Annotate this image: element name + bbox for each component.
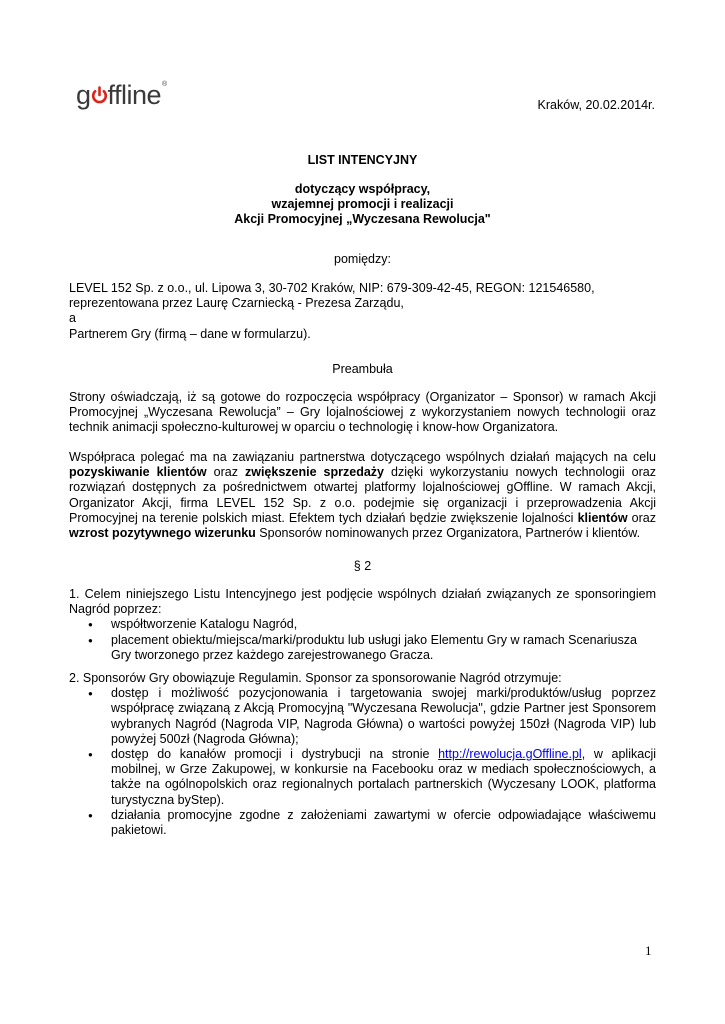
p2-bold-2: zwiększenie sprzedaży	[244, 465, 384, 480]
bullet-dot: ●	[88, 620, 93, 630]
parties-block	[69, 281, 656, 342]
point-2-bullet-2	[69, 747, 656, 808]
preamble-heading: Preambuła	[332, 362, 393, 376]
logo-suffix: ffline	[107, 80, 162, 110]
point-2-intro: 2. Sponsorów Gry obowiązuje Regulamin. Sponsor za sponsorowanie Nagród otrzymuje:	[69, 671, 562, 685]
logo-prefix: g	[76, 80, 91, 110]
p2-text-3: dzięki wykorzystaniu nowych technologii oraz rozwiązań dostępnych za pośrednictwem otwartej platformy lojalnościowej gOffline. W ramach Akcji, Organizator Akcji, firma LEVEL 152 Sp. z o.o. podejmie się organizacji i przeprowadzenia Akcji Promocyjnej na terenie polskich miast. Efektem tych działań będzie zwiększenie lojalności	[69, 465, 656, 525]
party-line-3: a	[69, 311, 76, 326]
bullet-dot: ●	[88, 810, 93, 820]
p2-text-5: Sponsorów nominowanych przez Organizatora, Partnerów i klientów.	[255, 526, 641, 541]
document-date: Kraków, 20.02.2014r.	[537, 98, 655, 112]
between-label: pomiędzy:	[334, 252, 391, 266]
registered-mark: ®	[162, 81, 168, 88]
power-icon	[91, 81, 108, 101]
logo-wordmark	[76, 80, 161, 110]
section-heading: § 2	[353, 559, 372, 573]
preamble-paragraph-2	[69, 450, 656, 541]
bullet-dot: ●	[88, 635, 93, 645]
point-1	[69, 587, 656, 663]
page-number: 1	[645, 943, 652, 958]
bullet-text: dostęp do kanałów promocji i dystrybucji na stronie	[111, 747, 439, 762]
point-2-bullet-3	[69, 808, 656, 838]
point-2	[69, 671, 656, 838]
party-line-1: LEVEL 152 Sp. z o.o., ul. Lipowa 3, 30-702 Kraków, NIP: 679-309-42-45, REGON: 121546580,	[69, 281, 595, 295]
party-line-4: Partnerem Gry (firmą – dane w formularzu).	[69, 326, 311, 341]
party-line-2: reprezentowana przez Laurę Czarniecką - Prezesa Zarządu,	[69, 296, 404, 311]
p2-text-1: Współpraca polegać ma na zawiązaniu partnerstwa dotyczącego wspólnych działań mających na celu	[69, 450, 656, 464]
subtitle-line-2: wzajemnej promocji i realizacji	[271, 197, 454, 211]
p2-bold-4: wzrost pozytywnego wizerunku	[69, 526, 256, 541]
point-2-bullet-1	[69, 686, 656, 747]
subtitle-line-1: dotyczący współpracy,	[294, 182, 431, 196]
bullet-text: działania promocyjne zgodne z założeniami zawartymi w ofercie odpowiadające właściwemu pakietowi.	[111, 807, 656, 838]
bullet-text: dostęp i możliwość pozycjonowania i targetowania swojej marki/produktów/usług poprzez współpracę związaną z Akcją Promocyjną "Wyczesana Rewolucja", gdzie Partner jest Sponsorem wybranych Nagród (Nagroda VIP, Nagroda Główna) o wartości powyżej 150zł (Nagroda VIP) lub powyżej 500zł (Nagroda Główna);	[111, 686, 656, 746]
document-title: LIST INTENCYJNY	[307, 153, 418, 167]
bullet-text: współtworzenie Katalogu Nagród,	[111, 617, 298, 632]
bullet-dot: ●	[88, 750, 93, 760]
point-1-intro: 1. Celem niniejszego Listu Intencyjnego jest podjęcie wspólnych działań związanych ze sponsoringiem Nagród poprzez:	[69, 587, 656, 617]
p2-text-4: oraz	[627, 510, 656, 525]
rewolucja-link[interactable]: http://rewolucja.gOffline.pl	[438, 747, 582, 762]
bullet-text: placement obiektu/miejsca/marki/produktu lub usługi jako Elementu Gry w ramach Scenariusza Gry tworzonego przez każdego zarejestrowanego Gracza.	[111, 632, 637, 662]
p2-text-2: oraz	[206, 465, 245, 480]
subtitle-line-3: Akcji Promocyjnej „Wyczesana Rewolucja"	[234, 212, 491, 226]
point-1-bullet-1	[69, 617, 656, 632]
p2-bold-3: klientów	[577, 510, 628, 525]
p2-bold-1: pozyskiwanie klientów	[69, 465, 207, 480]
bullet-dot: ●	[88, 689, 93, 699]
bullet-text-after: , w aplikacji mobilnej, w Grze Zakupowej, w konkursie na Facebooku oraz w mediach społecznościowych, a także na ogólnopolskich oraz regionalnych portalach partnerskich (Wyczesany LOOK, platforma turystyczna byStep).	[111, 747, 656, 807]
point-1-bullet-2	[69, 633, 656, 663]
preamble-paragraph-1: Strony oświadczają, iż są gotowe do rozpoczęcia współpracy (Organizator – Sponsor) w ramach Akcji Promocyjnej „Wyczesana Rewolucja” – Gry lojalnościowej z wykorzystaniem nowych technologii oraz technik animacji społeczno-kulturowej w oparciu o technologię i know-how Organizatora.	[69, 390, 656, 435]
goffline-logo	[76, 79, 176, 111]
document-subtitle	[69, 182, 656, 227]
